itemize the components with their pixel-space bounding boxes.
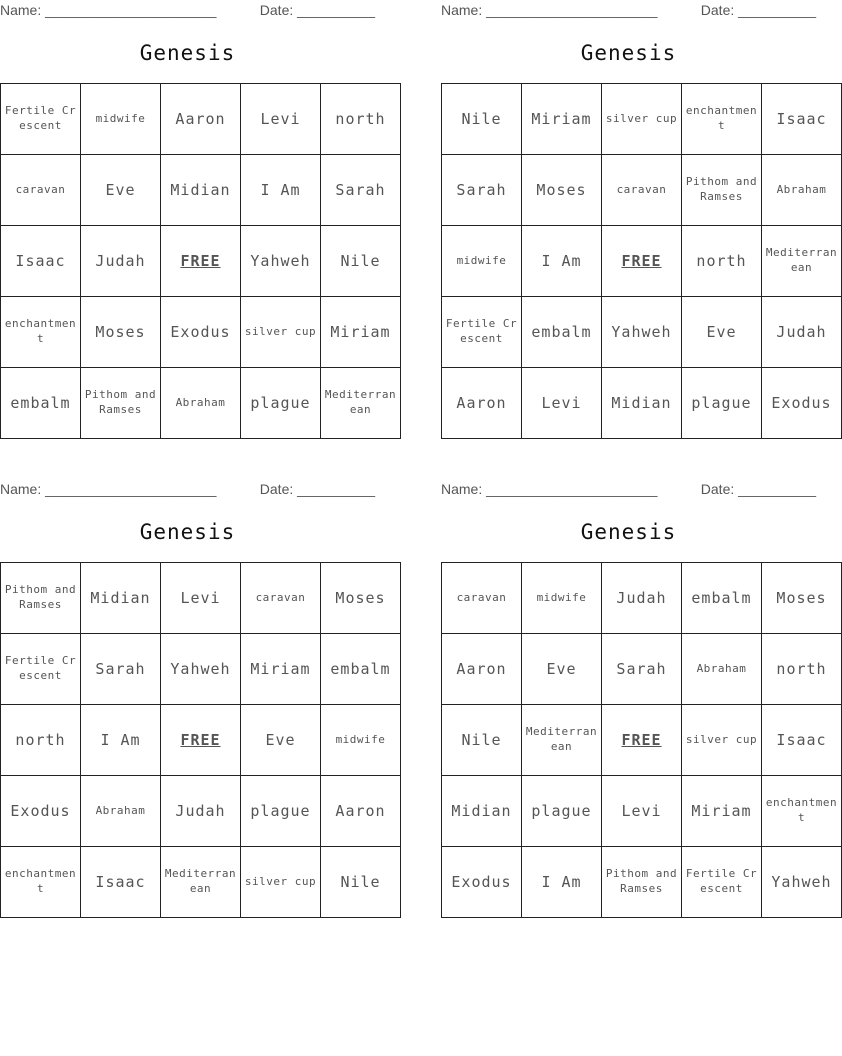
bingo-cell: caravan [241,563,321,634]
bingo-cell: plague [522,776,602,847]
name-field-label: Name: ______________________ [0,481,217,497]
card-header [441,0,816,22]
date-field-label: Date: __________ [259,481,375,497]
bingo-cell: caravan [442,563,522,634]
grid-row [442,226,842,297]
bingo-cell: Midian [161,155,241,226]
card-title: Genesis [580,520,677,544]
bingo-cell: silver cup [682,705,762,776]
card-title: Genesis [139,41,236,65]
bingo-cell: Yahweh [602,297,682,368]
grid-row [1,84,401,155]
bingo-cell: enchantment [1,297,81,368]
bingo-cell: enchantment [682,84,762,155]
bingo-cell: Sarah [321,155,401,226]
bingo-card-1 [0,0,397,439]
bingo-cell: Mediterranean [522,705,602,776]
grid-row [442,368,842,439]
grid-row [442,847,842,918]
free-cell: FREE [602,226,682,297]
bingo-cell: north [1,705,81,776]
bingo-cell: Judah [602,563,682,634]
bingo-cell: plague [682,368,762,439]
bingo-cell: Isaac [81,847,161,918]
card-title: Genesis [580,41,677,65]
bingo-cell: Eve [682,297,762,368]
bingo-cell: Miriam [241,634,321,705]
bingo-cell: I Am [522,847,602,918]
bingo-cell: enchantment [1,847,81,918]
bingo-cell: silver cup [241,847,321,918]
name-field-label: Name: ______________________ [441,481,658,497]
bingo-cell: Abraham [762,155,842,226]
bingo-cell: Sarah [81,634,161,705]
bingo-cell: Midian [442,776,522,847]
free-cell: FREE [161,705,241,776]
bingo-cell: Miriam [321,297,401,368]
bingo-cell: caravan [1,155,81,226]
card-header [0,0,375,22]
bingo-cell: Abraham [81,776,161,847]
grid-row [442,705,842,776]
bingo-cell: Judah [762,297,842,368]
bingo-cell: Pithom and Ramses [602,847,682,918]
bingo-cell: silver cup [602,84,682,155]
bingo-cell: Midian [602,368,682,439]
free-cell: FREE [602,705,682,776]
bingo-cell: Pithom and Ramses [1,563,81,634]
bingo-card-4 [441,479,838,918]
bingo-cell: Eve [522,634,602,705]
bingo-cell: midwife [522,563,602,634]
grid-row [1,226,401,297]
bingo-grid [441,562,842,918]
date-field-label: Date: __________ [259,2,375,18]
bingo-cell: Miriam [522,84,602,155]
bingo-cell: Levi [522,368,602,439]
grid-row [442,634,842,705]
grid-row [442,297,842,368]
bingo-cell: midwife [81,84,161,155]
bingo-cell: Isaac [762,84,842,155]
bingo-cell: Moses [762,563,842,634]
bingo-cell: I Am [241,155,321,226]
bingo-cell: Levi [241,84,321,155]
bingo-cell: Exodus [442,847,522,918]
bingo-cell: midwife [442,226,522,297]
grid-row [1,563,401,634]
bingo-cell: north [321,84,401,155]
bingo-cell: Fertile Crescent [1,84,81,155]
grid-row [442,776,842,847]
bingo-cell: Judah [161,776,241,847]
grid-row [442,84,842,155]
bingo-cell: Mediterranean [161,847,241,918]
bingo-cell: Abraham [682,634,762,705]
grid-row [1,847,401,918]
bingo-cell: Yahweh [161,634,241,705]
bingo-cell: Aaron [442,634,522,705]
bingo-cell: Levi [161,563,241,634]
bingo-cell: I Am [81,705,161,776]
bingo-cell: embalm [522,297,602,368]
bingo-cell: Moses [81,297,161,368]
bingo-cell: north [682,226,762,297]
bingo-cell: Fertile Crescent [1,634,81,705]
bingo-cell: Midian [81,563,161,634]
bingo-grid [441,83,842,439]
bingo-cell: plague [241,776,321,847]
bingo-cell: Eve [81,155,161,226]
bingo-cell: Yahweh [241,226,321,297]
grid-row [1,705,401,776]
grid-row [1,634,401,705]
bingo-cell: Exodus [161,297,241,368]
name-field-label: Name: ______________________ [441,2,658,18]
bingo-cell: enchantment [762,776,842,847]
bingo-cell: Eve [241,705,321,776]
grid-row [442,563,842,634]
bingo-cell: embalm [1,368,81,439]
bingo-cell: embalm [321,634,401,705]
bingo-cell: Nile [321,226,401,297]
bingo-cell: Aaron [442,368,522,439]
grid-row [1,297,401,368]
bingo-grid [0,83,401,439]
bingo-cell: Nile [442,705,522,776]
date-field-label: Date: __________ [700,2,816,18]
bingo-cell: Isaac [1,226,81,297]
bingo-cell: Isaac [762,705,842,776]
bingo-cell: Mediterranean [321,368,401,439]
bingo-cell: Mediterranean [762,226,842,297]
bingo-cell: Nile [321,847,401,918]
grid-row [1,155,401,226]
bingo-cell: Miriam [682,776,762,847]
bingo-cell: Sarah [602,634,682,705]
bingo-card-2 [441,0,838,439]
bingo-grid [0,562,401,918]
bingo-cell: Moses [321,563,401,634]
bingo-cell: Moses [522,155,602,226]
card-header [441,479,816,501]
grid-row [1,776,401,847]
bingo-cell: Sarah [442,155,522,226]
card-header [0,479,375,501]
bingo-cell: Pithom and Ramses [682,155,762,226]
bingo-cell: Levi [602,776,682,847]
free-cell: FREE [161,226,241,297]
bingo-cell: Exodus [1,776,81,847]
bingo-cell: north [762,634,842,705]
card-title: Genesis [139,520,236,544]
bingo-cell: Pithom and Ramses [81,368,161,439]
date-field-label: Date: __________ [700,481,816,497]
bingo-cell: Fertile Crescent [442,297,522,368]
bingo-cell: Exodus [762,368,842,439]
bingo-cell: caravan [602,155,682,226]
bingo-cell: midwife [321,705,401,776]
bingo-cell: plague [241,368,321,439]
bingo-cell: Abraham [161,368,241,439]
grid-row [442,155,842,226]
bingo-card-3 [0,479,391,918]
bingo-cell: silver cup [241,297,321,368]
bingo-cell: Yahweh [762,847,842,918]
bingo-cell: I Am [522,226,602,297]
name-field-label: Name: ______________________ [0,2,217,18]
grid-row [1,368,401,439]
bingo-cell: Judah [81,226,161,297]
bingo-cell: Aaron [161,84,241,155]
bingo-cell: Nile [442,84,522,155]
bingo-cell: Fertile Crescent [682,847,762,918]
bingo-cell: embalm [682,563,762,634]
bingo-cell: Aaron [321,776,401,847]
